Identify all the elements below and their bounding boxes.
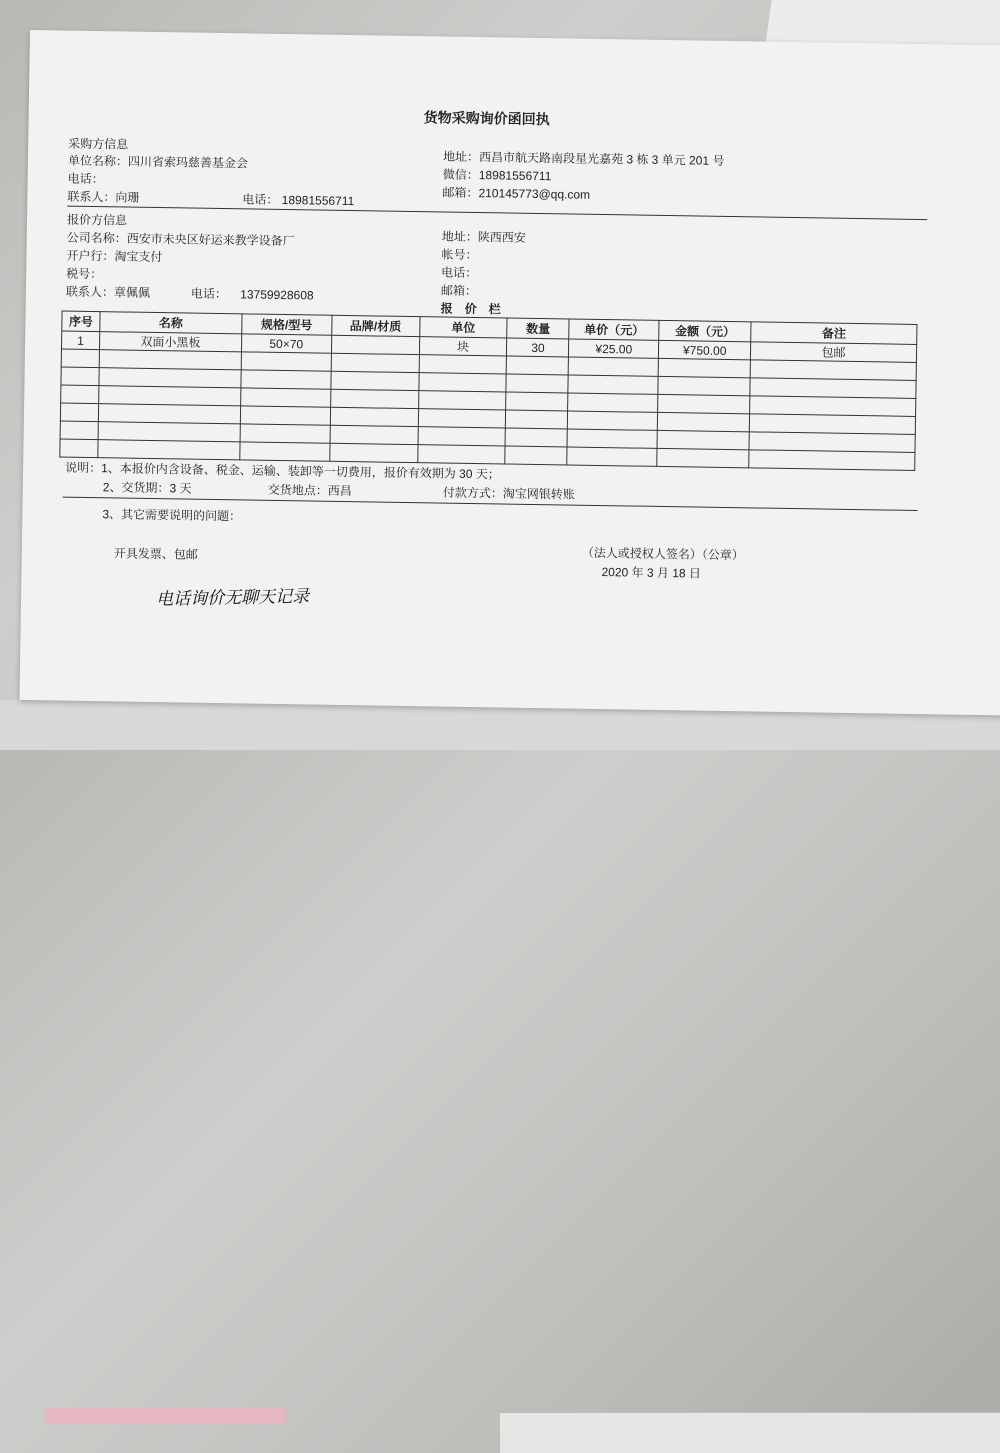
quote-table: [59, 311, 917, 471]
seller-tax: 税号：: [66, 266, 103, 282]
table-cell: [568, 375, 658, 394]
header-cell: 备注: [751, 322, 917, 345]
table-cell: [568, 411, 658, 430]
table-cell: [506, 374, 568, 393]
header-cell: 金额（元）: [659, 320, 751, 341]
table-cell: [418, 373, 506, 392]
table-cell: [417, 445, 505, 464]
table-cell: [331, 353, 419, 372]
table-cell: ¥750.00: [659, 340, 751, 359]
table-cell: [99, 350, 241, 370]
delivery-place: 交货地点：西昌: [267, 482, 352, 499]
table-cell: [330, 389, 418, 408]
signature-date: 2020 年 3 月 18 日: [601, 565, 702, 581]
table-cell: [98, 404, 240, 424]
table-cell: [331, 371, 419, 390]
table-cell: [99, 386, 241, 406]
table-cell: [506, 410, 568, 429]
table-cell: [240, 406, 330, 425]
table-cell: [658, 376, 750, 395]
table-cell: 30: [507, 338, 569, 357]
table-cell: [657, 448, 749, 467]
table-cell: [61, 349, 99, 368]
table-cell: [658, 394, 750, 413]
header-cell: 品牌/材质: [331, 315, 419, 336]
header-cell: 单价（元）: [569, 319, 659, 340]
buyer-address: 地址：西昌市航天路南段星光嘉苑 3 栋 3 单元 201 号: [442, 149, 725, 168]
table-cell: [241, 370, 331, 389]
table-cell: [330, 425, 418, 444]
seller-address: 地址：陕西西安: [441, 229, 526, 245]
seller-contact-phone: 电话： 13759928608: [190, 286, 314, 303]
note-3: 3、其它需要说明的问题：: [102, 507, 242, 524]
table-cell: [568, 357, 658, 376]
table-cell: [61, 367, 99, 386]
seller-section-title: 报价方信息: [66, 212, 128, 228]
table-cell: [99, 368, 241, 388]
table-cell: [505, 446, 567, 465]
header-cell: 规格/型号: [242, 314, 332, 335]
header-cell: 数量: [507, 318, 569, 339]
header-cell: 序号: [62, 311, 100, 332]
table-cell: [329, 443, 417, 462]
note-3-answer: 开具发票、包邮: [113, 546, 198, 562]
payment-method: 付款方式：淘宝网银转账: [442, 485, 575, 502]
seller-phone: 电话：: [441, 265, 478, 281]
header-cell: 名称: [100, 312, 242, 334]
buyer-wechat: 微信：18981556711: [442, 167, 552, 184]
seller-contact: 联系人：章佩佩: [65, 284, 151, 300]
table-cell: ¥25.00: [569, 339, 659, 358]
buyer-unit: 单位名称：四川省索玛慈善基金会: [67, 153, 249, 171]
table-cell: [98, 422, 240, 442]
table-cell: [567, 429, 657, 448]
table-cell: [658, 358, 750, 377]
table-cell: [568, 393, 658, 412]
table-cell: [60, 421, 98, 440]
table-cell: [657, 430, 749, 449]
buyer-section-title: 采购方信息: [68, 136, 129, 152]
quote-heading: 报 价 栏: [440, 301, 501, 317]
table-cell: [507, 356, 569, 375]
table-cell: [98, 440, 240, 460]
table-cell: 50×70: [241, 334, 331, 353]
seller-company: 公司名称：西安市未央区好运来教学设备厂: [66, 230, 295, 249]
seller-account: 帐号：: [441, 247, 478, 263]
table-cell: 包邮: [751, 342, 917, 363]
table-cell: [506, 392, 568, 411]
table-cell: [331, 335, 419, 354]
table-cell: [60, 439, 98, 458]
table-cell: [418, 391, 506, 410]
table-cell: 双面小黑板: [99, 332, 241, 352]
buyer-contact: 联系人：向珊: [67, 189, 140, 205]
handwritten-note: 电话询价无聊天记录: [156, 586, 310, 610]
table-cell: [241, 352, 331, 371]
seller-email: 邮箱：: [440, 283, 478, 299]
buyer-email: 邮箱：210145773@qq.com: [442, 185, 591, 202]
section-divider: [67, 206, 927, 221]
table-cell: [419, 355, 507, 374]
table-cell: [567, 447, 657, 466]
document-page: [19, 30, 1000, 716]
buyer-contact-phone: 电话： 18981556711: [242, 192, 355, 209]
table-cell: [330, 407, 418, 426]
table-cell: [418, 409, 506, 428]
table-cell: [418, 427, 506, 446]
table-cell: [749, 450, 915, 471]
table-cell: [61, 385, 99, 404]
table-cell: [240, 442, 330, 461]
document-title: 货物采购询价函回执: [423, 109, 550, 128]
underlying-form-edge: [500, 1412, 1000, 1453]
table-cell: [658, 412, 750, 431]
table-cell: 块: [419, 337, 507, 356]
pink-paper-edge: [45, 1408, 285, 1424]
note-1: 说明：1、本报价内含设备、税金、运输、装卸等一切费用，报价有效期为 30 天；: [65, 460, 500, 482]
table-cell: [60, 403, 98, 422]
seller-bank: 开户行：淘宝支付: [66, 248, 163, 265]
table-cell: [240, 424, 330, 443]
table-cell: [505, 428, 567, 447]
header-cell: 单位: [419, 317, 507, 338]
signature-line: （法人或授权人签名）（公章）: [581, 545, 744, 563]
note-2: 2、交货期：3 天: [102, 480, 192, 496]
table-cell: 1: [61, 331, 99, 350]
buyer-phone: 电话：: [67, 171, 104, 187]
table-cell: [240, 388, 330, 407]
